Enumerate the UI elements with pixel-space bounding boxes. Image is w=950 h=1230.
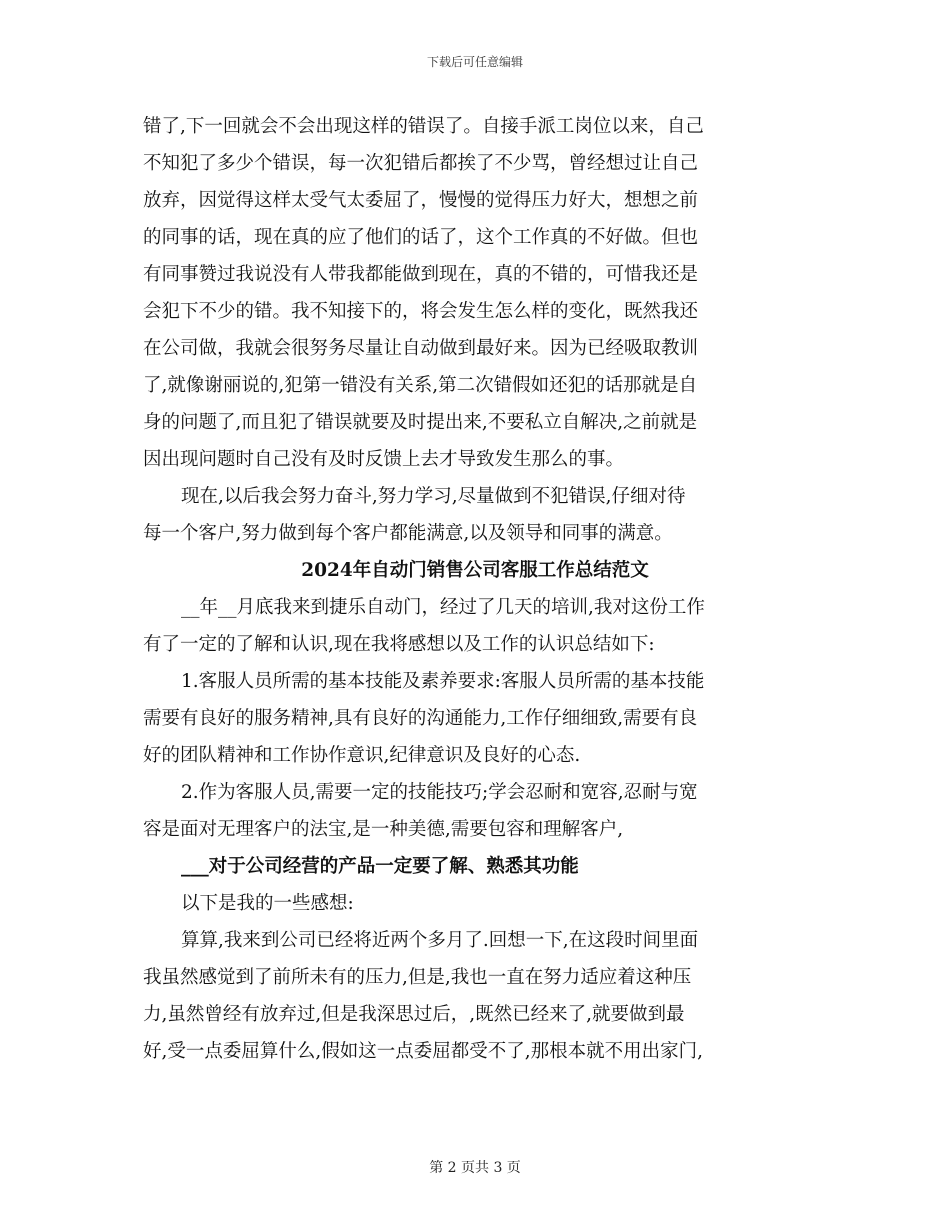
paragraph-line: 以下是我的一些感想: [181,893,354,914]
body-line: 好的团队精神和工作协作意识,纪律意识及良好的心态. [143,745,581,766]
body-line: 的同事的话，现在真的应了他们的话了，这个工作真的不好做。但也 [143,227,699,248]
paragraph-line: __年__月底我来到捷乐自动门，经过了几天的培训,我对这份工作 [181,597,705,618]
list-item-1: 1.客服人员所需的基本技能及素养要求:客服人员所需的基本技能 [181,671,705,692]
body-line: 每一个客户,努力做到每个客户都能满意,以及领导和同事的满意。 [143,523,673,544]
body-line: 容是面对无理客户的法宝,是一种美德,需要包容和理解客户, [143,819,624,840]
list-item-2: 2.作为客服人员,需要一定的技能技巧;学会忍耐和宽容,忍耐与宽 [181,782,698,803]
body-line: 身的问题了,而且犯了错误就要及时提出来,不要私立自解决,之前就是 [143,412,698,433]
body-line: 有了一定的了解和认识,现在我将感想以及工作的认识总结如下: [143,634,655,655]
body-line: 了,就像谢丽说的,犯第一错没有关系,第二次错假如还犯的话那就是自 [143,375,698,396]
bold-heading-line: ___对于公司经营的产品一定要了解、熟悉其功能 [181,856,579,877]
body-line: 因出现问题时自己没有及时反馈上去才导致发生那么的事。 [143,449,625,470]
body-line: 有同事赞过我说没有人带我都能做到现在，真的不错的，可惜我还是 [143,264,699,285]
page-footer: 第 2 页共 3 页 [429,1160,521,1176]
body-line: 力,虽然曾经有放弃过,但是我深思过后，,既然已经来了,就要做到最 [143,1004,685,1025]
page-header: 下载后可任意编辑 [426,55,523,69]
body-line: 错了,下一回就会不会出现这样的错误了。自接手派工岗位以来，自己 [143,116,704,137]
section-title: 2024年自动门销售公司客服工作总结范文 [301,560,649,581]
body-line: 需要有良好的服务精神,具有良好的沟通能力,工作仔细细致,需要有良 [143,708,698,729]
body-line: 会犯下不少的错。我不知接下的，将会发生怎么样的变化，既然我还 [143,301,699,322]
paragraph-line: 算算,我来到公司已经将近两个多月了.回想一下,在这段时间里面 [181,930,699,951]
document-body [143,108,807,1070]
body-line: 不知犯了多少个错误，每一次犯错后都挨了不少骂，曾经想过让自己 [143,153,699,174]
paragraph-line: 现在,以后我会努力奋斗,努力学习,尽量做到不犯错误,仔细对待 [181,486,686,507]
body-line: 在公司做，我就会很努务尽量让自动做到最好来。因为已经吸取教训 [143,338,699,359]
body-line: 好,受一点委屈算什么,假如这一点委屈都受不了,那根本就不用出家门, [143,1041,704,1062]
body-line: 我虽然感觉到了前所未有的压力,但是,我也一直在努力适应着这种压 [143,967,692,988]
body-line: 放弃，因觉得这样太受气太委屈了，慢慢的觉得压力好大，想想之前 [143,190,699,211]
